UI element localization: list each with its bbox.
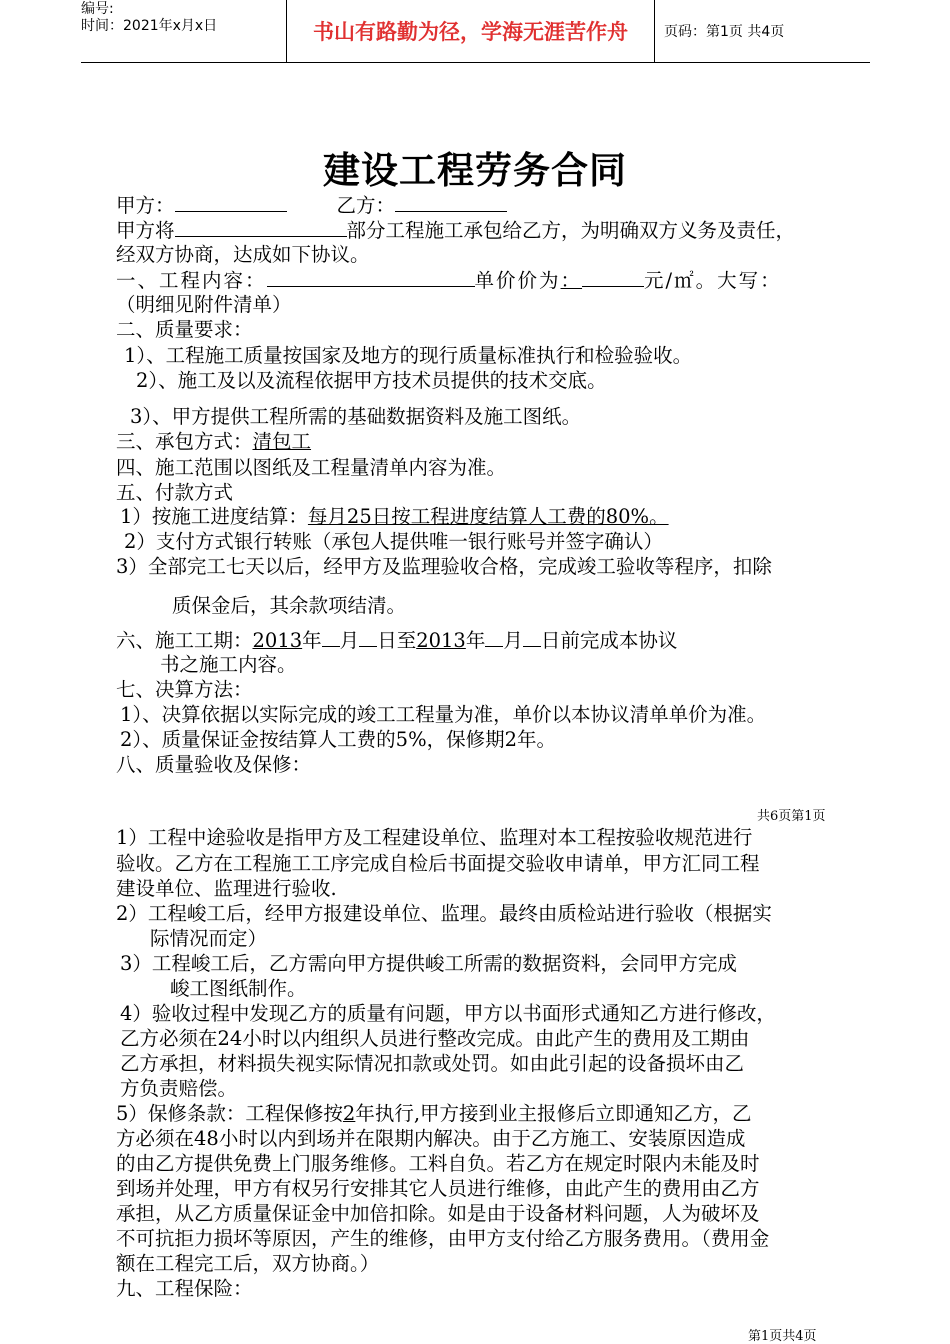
section-6-cont: 书之施工内容。 xyxy=(160,653,297,676)
intro-line-1 xyxy=(116,218,795,243)
start-year: 2013 xyxy=(252,629,303,652)
contract-type-value: 清包工 xyxy=(252,430,312,453)
payment-progress-label: 1）按施工进度结算： xyxy=(120,505,308,528)
section-6-line xyxy=(116,628,677,653)
section-1-note: （明细见附件清单） xyxy=(116,293,292,316)
section-8-item-2b: 际情况而定） xyxy=(150,927,268,950)
unit-price-colon: ： xyxy=(560,269,583,292)
section-8-item-4d: 方负责赔偿。 xyxy=(120,1077,238,1100)
section-8-heading: 八、质量验收及保修： xyxy=(116,753,312,776)
start-month-unit: 月 xyxy=(339,629,360,652)
intro-line-2: 经双方协商，达成如下协议。 xyxy=(116,243,370,266)
warranty-years: 2 xyxy=(342,1102,356,1125)
section-7-item-1: 1）、决算依据以实际完成的竣工工程量为准，单价以本协议清单单价为准。 xyxy=(120,703,767,726)
section-4-line: 四、施工范围以图纸及工程量清单内容为准。 xyxy=(116,456,507,479)
header-left xyxy=(81,0,286,63)
start-year-unit: 年 xyxy=(302,629,322,652)
section-8-item-5h: 额在工程完工后，双方协商。） xyxy=(116,1252,380,1275)
unit-price-blank xyxy=(582,268,644,287)
project-name-blank xyxy=(175,218,347,237)
section-2-item-3: 3）、甲方提供工程所需的基础数据资料及施工图纸。 xyxy=(130,405,582,428)
header-page-label: 页码：第1页 共4页 xyxy=(664,24,785,40)
unit-price-label: 单价价为 xyxy=(474,269,561,292)
section-2-item-2: 2）、施工及以及流程依据甲方技术员提供的技术交底。 xyxy=(136,369,607,392)
header-motto: 书山有路勤为径，学海无涯苦作舟 xyxy=(286,0,655,62)
end-day-unit: 日前完成本协议 xyxy=(540,629,678,652)
section-5-item-2: 2）支付方式银行转账（承包人提供唯一银行账号并签字确认） xyxy=(124,530,663,553)
section-1-label: 一、工程内容： xyxy=(116,269,267,292)
section-5-heading: 五、付款方式 xyxy=(116,481,234,504)
section-7-heading: 七、决算方法： xyxy=(116,678,253,701)
section-8-item-5g: 不可抗拒力损坏等原因，产生的维修，由甲方支付给乙方服务费用。（费用金 xyxy=(116,1227,770,1250)
intro-text-a: 甲方将 xyxy=(116,219,175,242)
section-8-item-3a: 3）工程峻工后，乙方需向甲方提供峻工所需的数据资料，会同甲方完成 xyxy=(120,952,737,975)
section-3-line xyxy=(116,430,311,454)
payment-progress-value: 每月25日按工程进度结算人工费的80%。 xyxy=(307,505,669,528)
footer-page-label: 第1页共4页 xyxy=(748,1329,817,1344)
project-content-blank xyxy=(267,268,475,287)
section-8-item-5d: 的由乙方提供免费上门服务维修。工料自负。若乙方在规定时限内未能及时 xyxy=(116,1152,760,1175)
section-8-item-4c: 乙方承担，材料损失视实际情况扣款或处罚。如由此引起的设备损坏由乙 xyxy=(120,1052,745,1075)
start-day-blank xyxy=(359,628,377,647)
section-8-item-1a: 1）工程中途验收是指甲方及工程建设单位、监理对本工程按验收规范进行 xyxy=(116,826,753,849)
parties-line xyxy=(116,193,507,218)
page-break-label: 共6页第1页 xyxy=(757,809,826,824)
section-3-label: 三、承包方式： xyxy=(116,430,253,453)
section-8-item-4b: 乙方必须在24小时以内组织人员进行整改完成。由此产生的费用及工期由 xyxy=(120,1027,750,1050)
section-7-item-2: 2）、质量保证金按结算人工费的5%，保修期2年。 xyxy=(120,728,556,751)
end-month-unit: 月 xyxy=(503,629,523,652)
section-6-label: 六、施工工期： xyxy=(116,629,253,652)
unit-price-unit: 元/㎡。大写： xyxy=(644,269,782,292)
serial-label: 编号: xyxy=(81,1,114,17)
section-9-heading: 九、工程保险： xyxy=(116,1277,253,1300)
end-year: 2013 xyxy=(416,629,466,652)
section-8-item-5f: 承担，从乙方质量保证金中加倍扣除。如是由于设备材料问题，人为破坏及 xyxy=(116,1202,760,1225)
end-year-unit: 年 xyxy=(465,629,486,652)
section-8-item-5c: 方必须在48小时以内到场并在限期内解决。由于乙方施工、安装原因造成 xyxy=(116,1127,746,1150)
start-day-unit: 日至 xyxy=(377,629,417,652)
section-8-item-4a: 4）验收过程中发现乙方的质量有问题，甲方以书面形式通知乙方进行修改， xyxy=(120,1002,776,1025)
section-5-item-1 xyxy=(120,505,669,529)
party-a-blank xyxy=(175,193,287,212)
section-8-item-5a xyxy=(116,1102,752,1126)
warranty-label: 5）保修条款：工程保修按 xyxy=(116,1102,343,1125)
end-month-blank xyxy=(485,628,503,647)
section-2-item-1: 1）、工程施工质量按国家及地方的现行质量标准执行和检验验收。 xyxy=(124,344,693,367)
party-b-blank xyxy=(395,193,507,212)
section-5-item-3: 3）全部完工七天以后，经甲方及监理验收合格，完成竣工验收等程序，扣除 xyxy=(116,555,772,578)
section-8-item-1b: 验收。乙方在工程施工工序完成自检后书面提交验收申请单，甲方汇同工程 xyxy=(116,852,760,875)
section-1-line xyxy=(116,268,782,293)
intro-text-b: 部分工程施工承包给乙方，为明确双方义务及责任， xyxy=(346,219,796,242)
document-title: 建设工程劳务合同 xyxy=(323,149,627,192)
party-b-label: 乙方： xyxy=(336,194,396,217)
section-8-item-2a: 2）工程峻工后，经甲方报建设单位、监理。最终由质检站进行验收（根据实 xyxy=(116,902,772,925)
end-day-blank xyxy=(523,628,541,647)
section-5-item-3-cont: 质保金后，其余款项结清。 xyxy=(172,594,407,617)
party-a-label: 甲方： xyxy=(116,194,175,217)
time-label: 时间：2021年x月x日 xyxy=(81,18,218,34)
section-2-heading: 二、质量要求： xyxy=(116,318,253,341)
section-8-item-3b: 峻工图纸制作。 xyxy=(170,977,307,1000)
section-8-item-5e: 到场并处理，甲方有权另行安排其它人员进行维修，由此产生的费用由乙方 xyxy=(116,1177,760,1200)
section-8-item-1c: 建设单位、监理进行验收. xyxy=(116,877,337,900)
warranty-text: 年执行,甲方接到业主报修后立即通知乙方，乙 xyxy=(355,1102,752,1125)
start-month-blank xyxy=(322,628,340,647)
page-header xyxy=(81,0,870,63)
